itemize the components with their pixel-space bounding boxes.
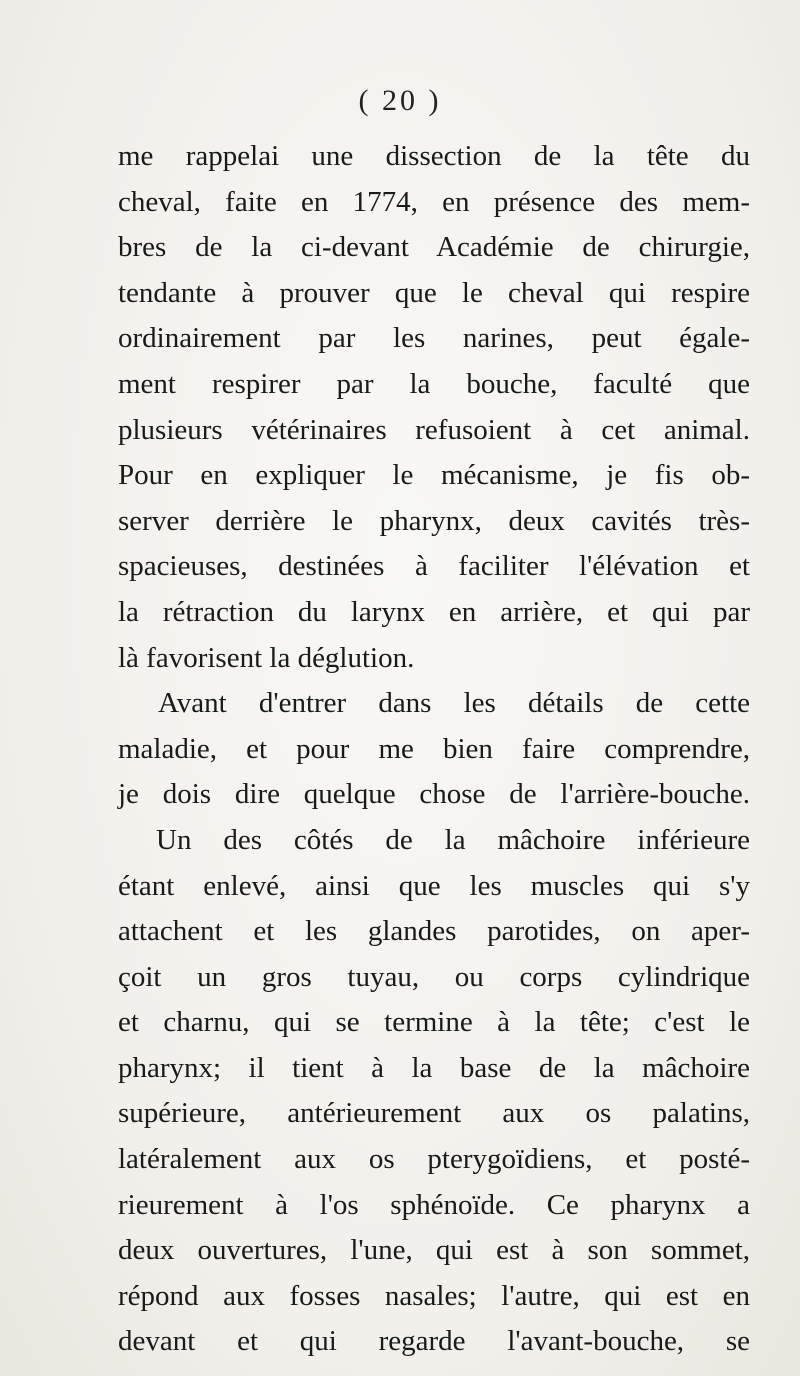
text-line: pharynx; il tient à la base de la mâchoire <box>118 1051 750 1084</box>
text-line: plusieurs vétérinaires refusoient à cet animal. <box>118 413 750 446</box>
text-line: maladie, et pour me bien faire comprendre, <box>118 732 750 765</box>
text-line: et charnu, qui se termine à la tête; c'est le <box>118 1006 750 1039</box>
text-line: devant et qui regarde l'avant-bouche, se <box>118 1325 750 1358</box>
text-line: cheval, faite en 1774, en présence des mem- <box>118 185 750 218</box>
text-line: là favorisent la déglution. <box>118 641 415 674</box>
text-line: Avant d'entrer dans les détails de cette <box>158 687 750 720</box>
text-line: latéralement aux os pterygoïdiens, et posté- <box>118 1143 750 1176</box>
text-line: server derrière le pharynx, deux cavités très- <box>118 504 750 537</box>
text-line: çoit un gros tuyau, ou corps cylindrique <box>118 960 750 993</box>
text-line: Pour en expliquer le mécanisme, je fis ob- <box>118 459 750 492</box>
text-line: attachent et les glandes parotides, on aper- <box>118 915 750 948</box>
text-line: spacieuses, destinées à faciliter l'élévation et <box>118 550 750 583</box>
text-line: bres de la ci-devant Académie de chirurgie, <box>118 231 750 264</box>
text-line: la rétraction du larynx en arrière, et qui par <box>118 595 750 628</box>
text-line: supérieure, antérieurement aux os palatins, <box>118 1097 750 1130</box>
text-line: étant enlevé, ainsi que les muscles qui s'y <box>118 869 750 902</box>
text-line: je dois dire quelque chose de l'arrière-bouche. <box>118 778 750 811</box>
text-line: répond aux fosses nasales; l'autre, qui est en <box>118 1279 750 1312</box>
text-line: rieurement à l'os sphénoïde. Ce pharynx a <box>118 1188 750 1221</box>
text-line: ordinairement par les narines, peut égale- <box>118 322 750 355</box>
text-line: ment respirer par la bouche, faculté que <box>118 367 750 400</box>
body-text <box>118 134 750 1365</box>
text-line: me rappelai une dissection de la tête du <box>118 140 750 172</box>
text-line: Un des côtés de la mâchoire inférieure <box>156 823 750 856</box>
page-number: ( 20 ) <box>358 84 442 117</box>
text-line: tendante à prouver que le cheval qui respire <box>118 276 750 309</box>
text-line: deux ouvertures, l'une, qui est à son sommet, <box>118 1234 750 1267</box>
